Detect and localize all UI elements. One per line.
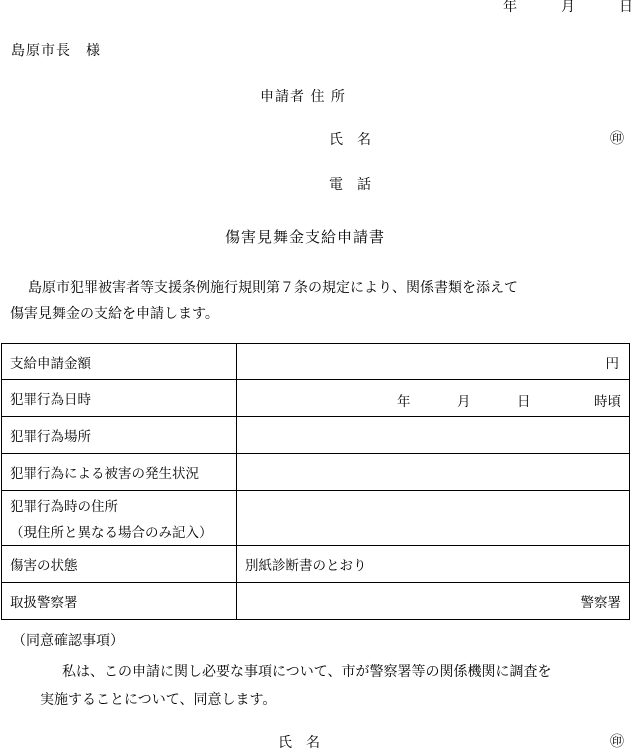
consent-line-2: 実施することについて、同意します。 <box>40 692 277 708</box>
amount-label: 支給申請金額 <box>2 344 237 380</box>
table-row <box>2 380 630 417</box>
table-row <box>2 583 630 620</box>
address-at-time-label-2: （現住所と異なる場合のみ記入） <box>10 525 213 541</box>
applicant-name-label: 氏 名 <box>329 132 371 148</box>
injury-state-value: 別紙診断書のとおり <box>237 546 630 583</box>
applicant-phone-label: 電 話 <box>329 177 371 193</box>
damage-situation-label: 犯罪行為による被害の発生状況 <box>2 454 237 491</box>
location-label: 犯罪行為場所 <box>2 417 237 454</box>
table-row <box>2 546 630 583</box>
year-label: 年 <box>503 0 517 15</box>
address-at-time-field[interactable] <box>237 491 630 546</box>
day-label: 日 <box>619 0 633 15</box>
signature-name-label: 氏 名 <box>278 735 320 751</box>
police-station-unit: 警察署 <box>580 595 621 611</box>
yen-unit: 円 <box>605 355 619 372</box>
address-at-time-label-1: 犯罪行為時の住所 <box>10 499 118 515</box>
table-row <box>2 344 630 380</box>
application-form-table <box>1 343 630 620</box>
location-field[interactable] <box>237 417 630 454</box>
amount-field[interactable] <box>237 344 630 380</box>
addressee: 島原市長 様 <box>11 43 101 59</box>
seal-mark: ㊞ <box>610 131 624 147</box>
injury-state-label: 傷害の状態 <box>2 546 237 583</box>
table-row <box>2 491 630 546</box>
dt-year: 年 <box>397 394 411 410</box>
dt-day: 日 <box>517 394 531 410</box>
consent-line-1: 私は、この申請に関し必要な事項について、市が警察署等の関係機関に調査を <box>62 664 552 680</box>
table-row <box>2 454 630 491</box>
dt-month: 月 <box>457 394 471 410</box>
datetime-field[interactable] <box>237 380 630 417</box>
damage-situation-field[interactable] <box>237 454 630 491</box>
date-line <box>503 0 633 14</box>
police-station-field[interactable] <box>237 583 630 620</box>
month-label: 月 <box>561 0 575 15</box>
applicant-address-label: 申請者 住 所 <box>260 89 346 105</box>
consent-heading: （同意確認事項） <box>12 633 124 649</box>
consent-text <box>40 658 637 714</box>
datetime-label: 犯罪行為日時 <box>2 380 237 417</box>
address-at-time-label <box>2 491 237 546</box>
body-line-1: 島原市犯罪被害者等支援条例施行規則第７条の規定により、関係書類を添えて <box>28 280 518 296</box>
police-station-label: 取扱警察署 <box>2 583 237 620</box>
body-paragraph <box>10 275 630 327</box>
document-title: 傷害見舞金支給申請書 <box>225 228 386 246</box>
signature-seal-mark: ㊞ <box>610 734 624 750</box>
body-line-2: 傷害見舞金の支給を申請します。 <box>10 306 219 322</box>
table-row <box>2 417 630 454</box>
dt-hour: 時頃 <box>594 394 621 410</box>
